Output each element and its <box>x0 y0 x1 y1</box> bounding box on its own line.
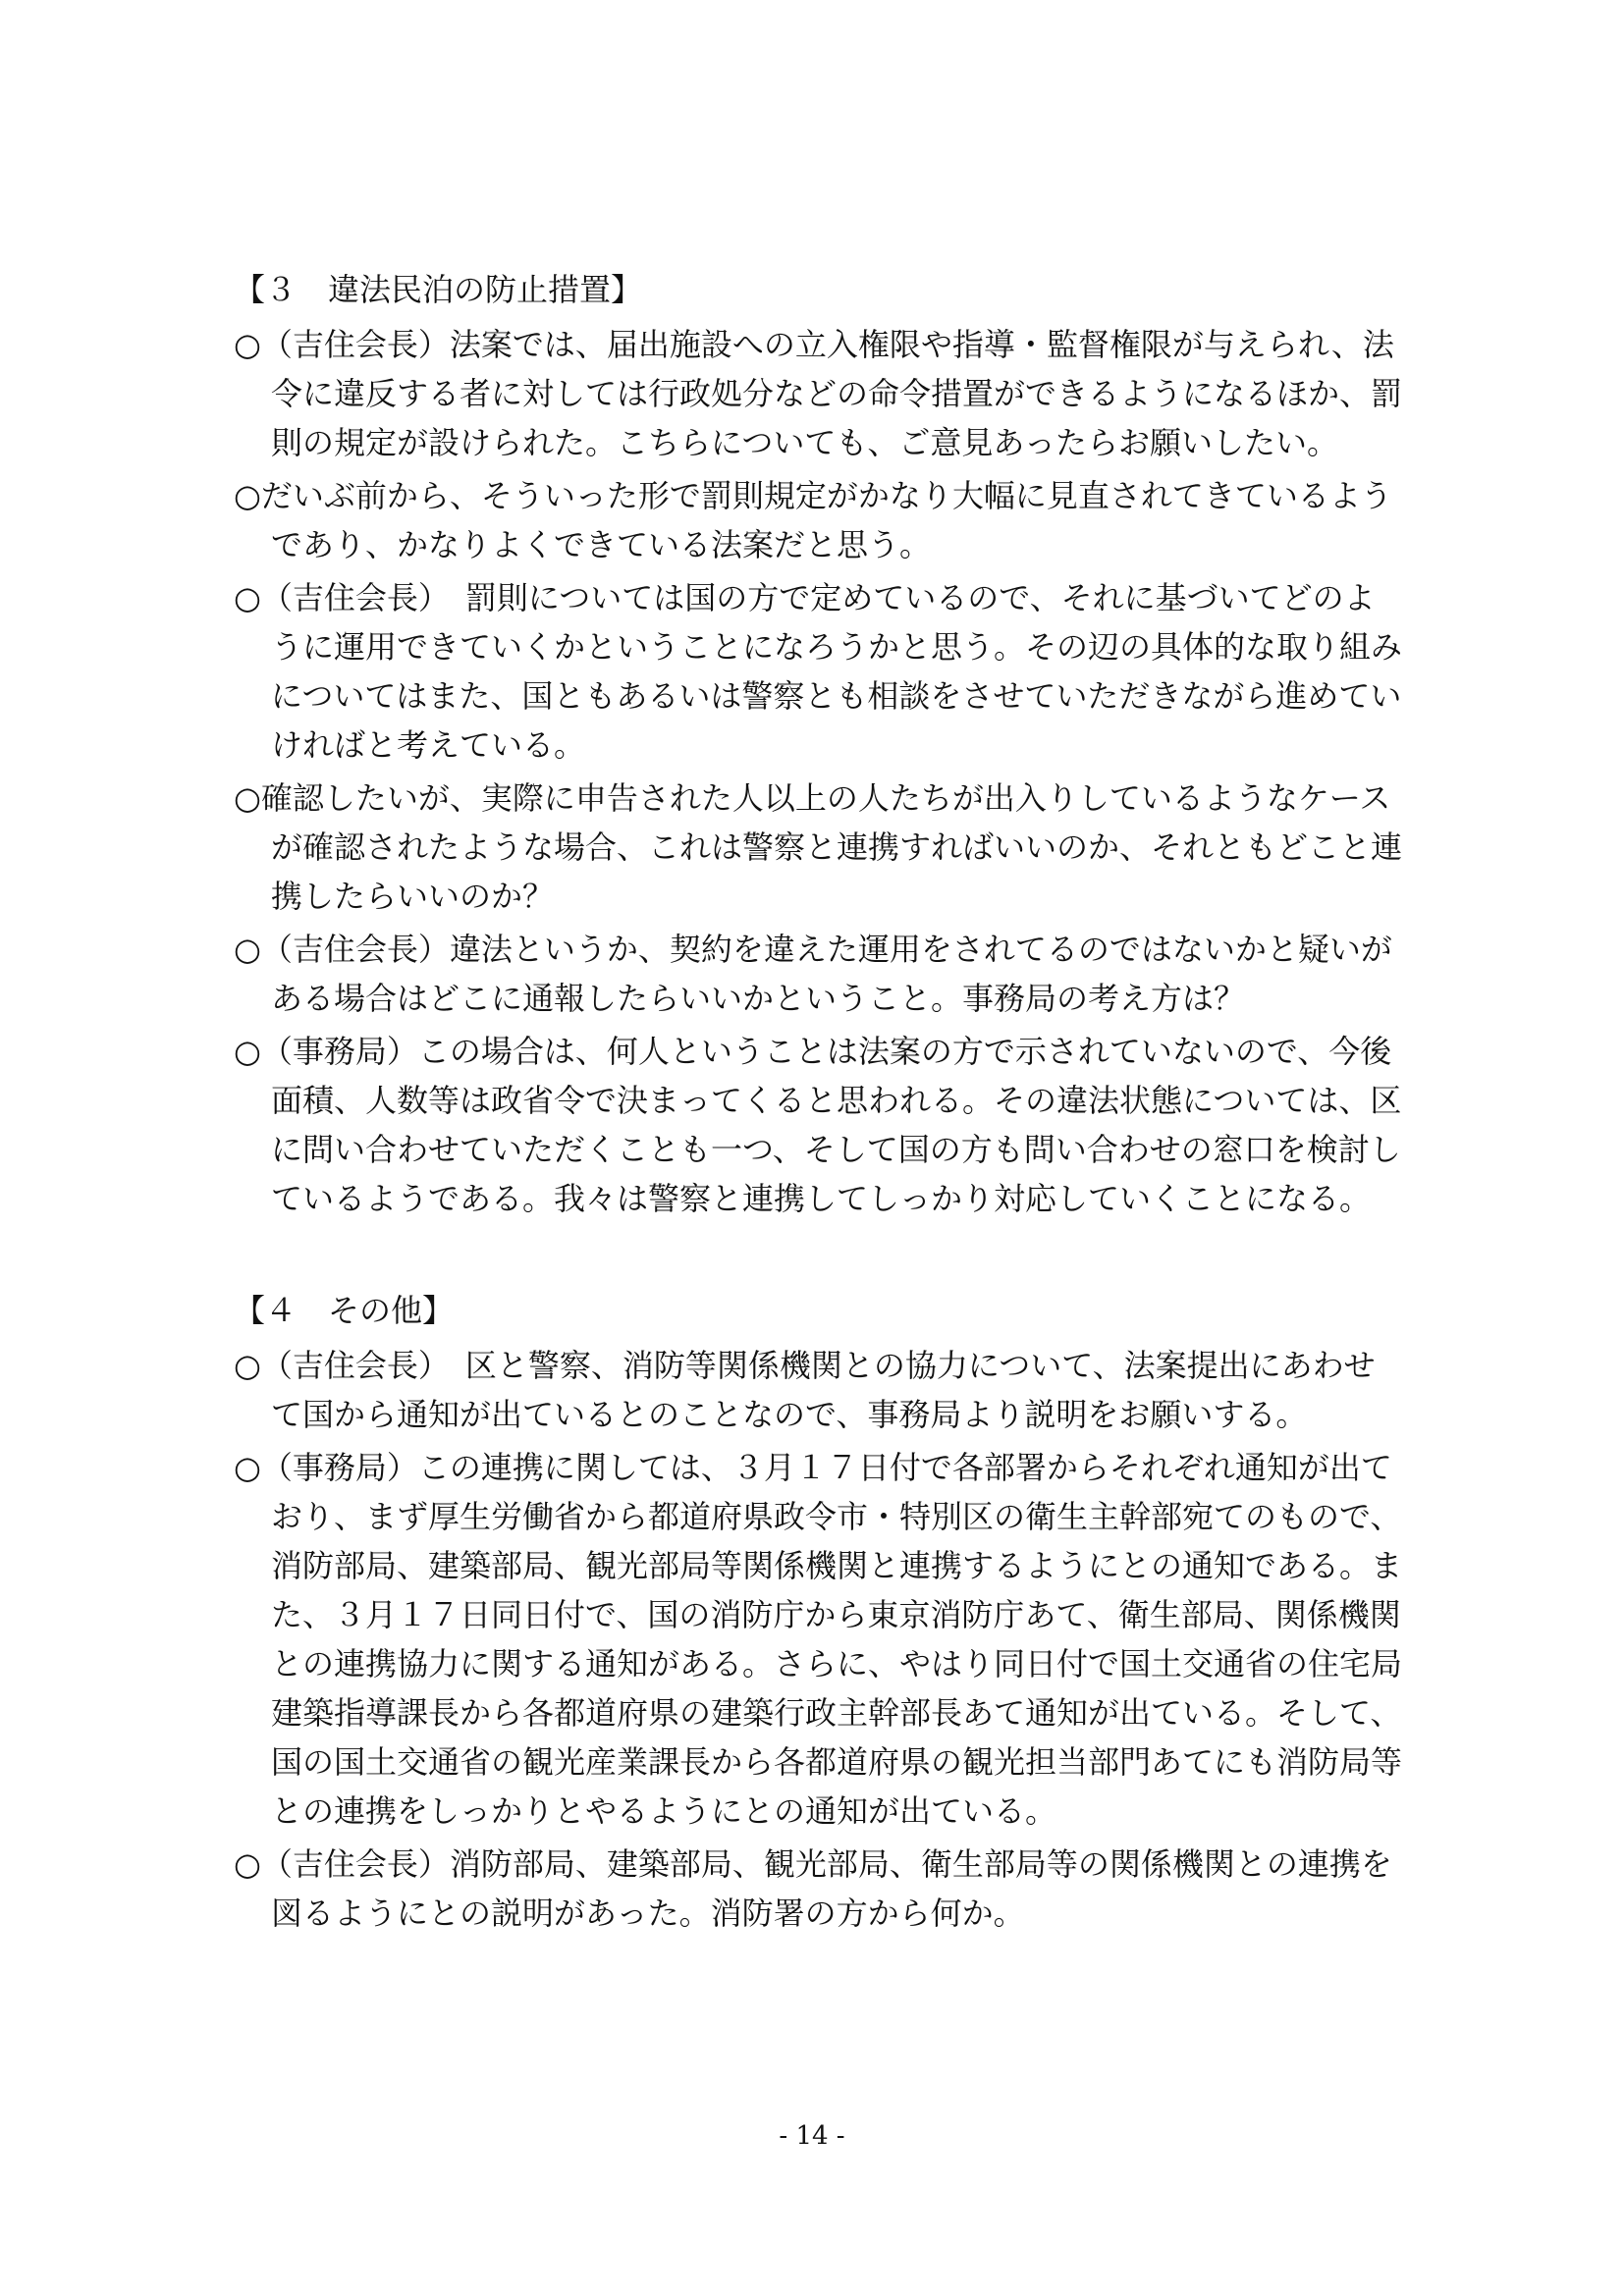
section-heading: 【４ その他】 <box>234 1292 455 1329</box>
paragraph: ○（吉住会長） 罰則については国の方で定めているので、それに基づいてどのように運用できていくかということになろうかと思う。その辺の具体的な取り組みについてはまた、国ともあるいは警察とも相談をさせていただきながら進めていければと考えている。 <box>234 579 1403 764</box>
section-spacer <box>234 1227 1402 1286</box>
section-illegal-minpaku-prevention <box>234 265 1402 1223</box>
section-heading: 【３ 違法民泊の防止措置】 <box>234 271 643 308</box>
paragraph: ○（事務局）この場合は、何人ということは法案の方で示されていないので、今後面積、人数等は政省令で決まってくると思われる。その違法状態については、区に問い合わせていただくことも一つ、そして国の方も問い合わせの窓口を検討しているようである。我々は警察と連携してしっかり対応していくことになる。 <box>234 1033 1402 1217</box>
section-other <box>234 1286 1402 1938</box>
paragraph: ○（吉住会長）法案では、届出施設への立入権限や指導・監督権限が与えられ、法令に違反する者に対しては行政処分などの命令措置ができるようになるほか、罰則の規定が設けられた。こちらについても、ご意見あったらお願いしたい。 <box>234 326 1403 461</box>
paragraph: ○（吉住会長） 区と警察、消防等関係機関との協力について、法案提出にあわせて国から通知が出ているとのことなので、事務局より説明をお願いする。 <box>234 1347 1376 1433</box>
page-number: - 14 - <box>779 2121 845 2151</box>
paragraph: ○（事務局）この連携に関しては、３月１７日付で各部署からそれぞれ通知が出ており、まず厚生労働省から都道府県政令市・特別区の衛生主幹部宛てのもので、消防部局、建築部局、観光部局等関係機関と連携するようにとの通知である。また、３月１７日同日付で、国の消防庁から東京消防庁あて、衛生部局、関係機関との連携協力に関する通知がある。さらに、やはり同日付で国土交通省の住宅局建築指導課長から各都道府県の建築行政主幹部長あて通知が出ている。そして、国の国土交通省の観光産業課長から各都道府県の観光担当部門あてにも消防局等との連携をしっかりとやるようにとの通知が出ている。 <box>234 1449 1403 1830</box>
paragraph: ○（吉住会長）消防部局、建築部局、観光部局、衛生部局等の関係機関との連携を図るようにとの説明があった。消防署の方から何か。 <box>234 1845 1392 1932</box>
paragraph: ○（吉住会長）違法というか、契約を違えた運用をされてるのではないかと疑いがある場合はどこに通報したらいいかということ。事務局の考え方は？ <box>234 931 1392 1017</box>
paragraph: ○確認したいが、実際に申告された人以上の人たちが出入りしているようなケースが確認されたような場合、これは警察と連携すればいいのか、それともどこと連携したらいいのか？ <box>234 779 1403 915</box>
document-body <box>234 265 1402 1942</box>
paragraph: ○だいぶ前から、そういった形で罰則規定がかなり大幅に見直されてきているようであり、かなりよくできている法案だと思う。 <box>234 477 1392 563</box>
